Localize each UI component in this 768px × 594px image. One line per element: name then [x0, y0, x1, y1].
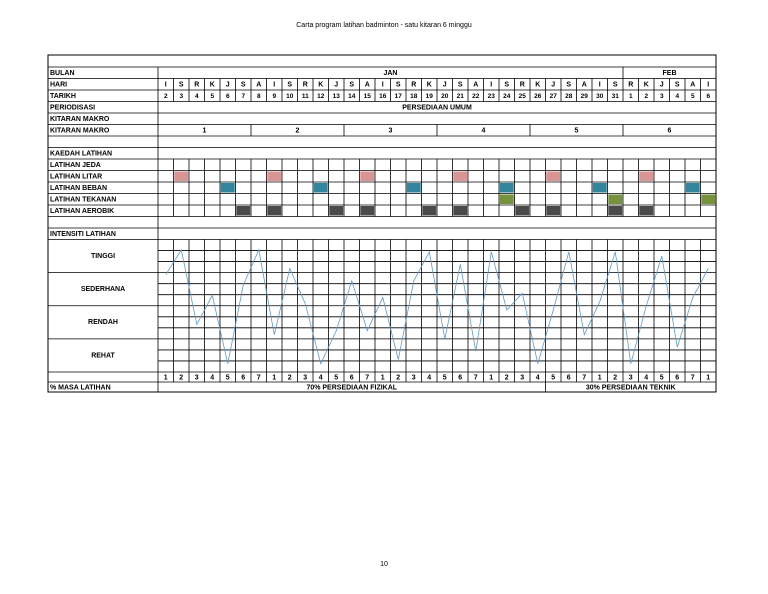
method-session-cell — [221, 183, 235, 193]
day-label: I — [164, 81, 167, 89]
session-number: 2 — [613, 374, 618, 382]
date-label: 14 — [348, 92, 356, 100]
date-label: 9 — [272, 92, 277, 100]
date-label: 8 — [256, 92, 261, 100]
method-session-cell — [500, 195, 514, 205]
cycle-number: 2 — [295, 127, 300, 135]
label-method: LATIHAN BEBAN — [50, 185, 108, 193]
date-label: 15 — [363, 92, 371, 100]
session-number: 3 — [628, 374, 633, 382]
day-label: S — [240, 81, 246, 89]
method-session-cell — [422, 206, 436, 216]
day-label: A — [581, 81, 587, 89]
date-label: 6 — [225, 92, 230, 100]
method-session-cell — [314, 183, 328, 193]
day-label: I — [598, 81, 601, 89]
method-session-cell — [329, 206, 343, 216]
periodisasi-label: PERSEDIAAN UMUM — [402, 104, 472, 112]
label-kitaran-makro: KITARAN MAKRO — [50, 116, 110, 124]
day-label: S — [287, 81, 293, 89]
day-label: I — [381, 81, 384, 89]
date-label: 5 — [690, 92, 695, 100]
date-label: 11 — [301, 92, 309, 100]
session-number: 4 — [210, 374, 215, 382]
day-label: S — [566, 81, 572, 89]
method-session-cell — [453, 172, 467, 182]
label-periodisasi: PERIODISASI — [50, 104, 96, 112]
day-label: A — [364, 81, 370, 89]
session-number: 6 — [241, 374, 246, 382]
session-number: 3 — [411, 374, 416, 382]
session-number: 5 — [334, 374, 339, 382]
cycle-number: 6 — [667, 127, 672, 135]
method-session-cell — [701, 195, 715, 205]
table-frame — [48, 55, 716, 392]
day-label: S — [612, 81, 618, 89]
session-number: 4 — [318, 374, 323, 382]
date-label: 10 — [286, 92, 294, 100]
label-intensiti-latihan: INTENSITI LATIHAN — [50, 231, 116, 239]
method-session-cell — [639, 172, 653, 182]
date-label: 21 — [456, 92, 464, 100]
date-label: 30 — [596, 92, 604, 100]
page-title: Carta program latihan badminton - satu kitaran 6 minggu — [296, 22, 472, 29]
label-masa-latihan: % MASA LATIHAN — [50, 384, 111, 392]
method-session-cell — [686, 183, 700, 193]
method-session-cell — [174, 172, 188, 182]
session-number: 4 — [644, 374, 649, 382]
method-session-cell — [608, 195, 622, 205]
method-session-cell — [546, 206, 560, 216]
date-label: 20 — [441, 92, 449, 100]
session-number: 3 — [303, 374, 308, 382]
date-label: 6 — [706, 92, 711, 100]
cycle-number: 1 — [202, 127, 207, 135]
date-label: 31 — [611, 92, 619, 100]
session-number: 6 — [675, 374, 680, 382]
method-session-cell — [639, 206, 653, 216]
day-label: R — [628, 81, 634, 89]
session-number: 1 — [380, 374, 385, 382]
date-label: 24 — [503, 92, 511, 100]
session-number: 4 — [427, 374, 432, 382]
method-session-cell — [267, 172, 281, 182]
day-label: J — [334, 81, 339, 89]
session-number: 3 — [520, 374, 525, 382]
label-method: LATIHAN AEROBIK — [50, 208, 115, 216]
label-bulan: BULAN — [50, 70, 75, 78]
date-label: 25 — [518, 92, 526, 100]
session-number: 6 — [566, 374, 571, 382]
day-label: S — [504, 81, 510, 89]
session-number: 1 — [706, 374, 711, 382]
session-number: 7 — [690, 374, 695, 382]
session-number: 6 — [349, 374, 354, 382]
method-session-cell — [500, 183, 514, 193]
date-label: 23 — [487, 92, 495, 100]
date-label: 7 — [241, 92, 246, 100]
date-label: 16 — [379, 92, 387, 100]
session-number: 2 — [396, 374, 401, 382]
session-number: 1 — [163, 374, 168, 382]
date-label: 28 — [565, 92, 573, 100]
date-label: 3 — [179, 92, 184, 100]
date-label: 4 — [675, 92, 680, 100]
method-session-cell — [453, 206, 467, 216]
method-session-cell — [267, 206, 281, 216]
day-label: S — [457, 81, 463, 89]
session-number: 4 — [535, 374, 540, 382]
day-label: I — [707, 81, 710, 89]
date-label: 2 — [644, 92, 649, 100]
session-number: 3 — [194, 374, 199, 382]
method-session-cell — [407, 183, 421, 193]
day-label: R — [302, 81, 308, 89]
session-number: 7 — [365, 374, 370, 382]
day-label: R — [411, 81, 417, 89]
label-hari: HARI — [50, 81, 68, 89]
cycle-number: 5 — [574, 127, 579, 135]
day-label: S — [395, 81, 401, 89]
date-label: 1 — [628, 92, 633, 100]
session-number: 7 — [256, 374, 261, 382]
day-label: S — [674, 81, 680, 89]
method-session-cell — [515, 206, 529, 216]
session-number: 7 — [582, 374, 587, 382]
intensity-level-label: SEDERHANA — [80, 286, 126, 294]
day-label: I — [490, 81, 493, 89]
date-label: 5 — [210, 92, 215, 100]
date-label: 18 — [410, 92, 418, 100]
session-number: 7 — [473, 374, 478, 382]
day-label: A — [473, 81, 479, 89]
day-label: J — [225, 81, 230, 89]
intensity-level-label: REHAT — [91, 352, 115, 360]
date-label: 3 — [659, 92, 664, 100]
date-label: 22 — [472, 92, 480, 100]
label-method: LATIHAN TEKANAN — [50, 196, 117, 204]
session-number: 2 — [287, 374, 292, 382]
date-label: 13 — [332, 92, 340, 100]
cycle-number: 4 — [481, 127, 486, 135]
session-number: 5 — [551, 374, 556, 382]
date-label: 12 — [317, 92, 325, 100]
label-tarikh: TARIKH — [50, 93, 76, 101]
session-number: 5 — [442, 374, 447, 382]
session-number: 1 — [597, 374, 602, 382]
session-number: 5 — [659, 374, 664, 382]
session-number: 1 — [489, 374, 494, 382]
date-label: 4 — [194, 92, 199, 100]
intensity-level-label: RENDAH — [88, 319, 118, 327]
session-number: 1 — [272, 374, 277, 382]
page-number: 10 — [380, 561, 388, 568]
masa-label: 30% PERSEDIAAN TEKNIK — [585, 384, 676, 392]
month-label: JAN — [383, 70, 398, 78]
day-label: A — [256, 81, 262, 89]
day-label: S — [349, 81, 355, 89]
cycle-number: 3 — [388, 127, 393, 135]
day-label: R — [194, 81, 200, 89]
date-label: 26 — [534, 92, 542, 100]
session-number: 2 — [179, 374, 184, 382]
label-kaedah-latihan: KAEDAH LATIHAN — [50, 150, 113, 158]
method-session-cell — [360, 206, 374, 216]
month-label: FEB — [662, 70, 677, 78]
day-label: K — [426, 81, 432, 89]
label-kitaran-makro: KITARAN MAKRO — [50, 127, 110, 135]
method-session-cell — [608, 206, 622, 216]
day-label: K — [209, 81, 215, 89]
method-session-cell — [593, 183, 607, 193]
label-method: LATIHAN LITAR — [50, 173, 103, 181]
session-number: 6 — [458, 374, 463, 382]
date-label: 29 — [580, 92, 588, 100]
day-label: J — [659, 81, 664, 89]
day-label: I — [273, 81, 276, 89]
date-label: 27 — [549, 92, 557, 100]
masa-label: 70% PERSEDIAAN FIZIKAL — [306, 384, 398, 392]
method-session-cell — [546, 172, 560, 182]
date-label: 19 — [425, 92, 433, 100]
day-label: J — [551, 81, 556, 89]
method-session-cell — [360, 172, 374, 182]
day-label: K — [318, 81, 324, 89]
label-method: LATIHAN JEDA — [50, 162, 101, 170]
day-label: S — [178, 81, 184, 89]
intensity-level-label: TINGGI — [90, 252, 116, 260]
day-label: J — [442, 81, 447, 89]
day-label: A — [690, 81, 696, 89]
session-number: 5 — [225, 374, 230, 382]
date-label: 2 — [163, 92, 168, 100]
method-session-cell — [236, 206, 250, 216]
day-label: K — [643, 81, 649, 89]
day-label: K — [535, 81, 541, 89]
session-number: 2 — [504, 374, 509, 382]
day-label: R — [519, 81, 525, 89]
date-label: 17 — [394, 92, 402, 100]
